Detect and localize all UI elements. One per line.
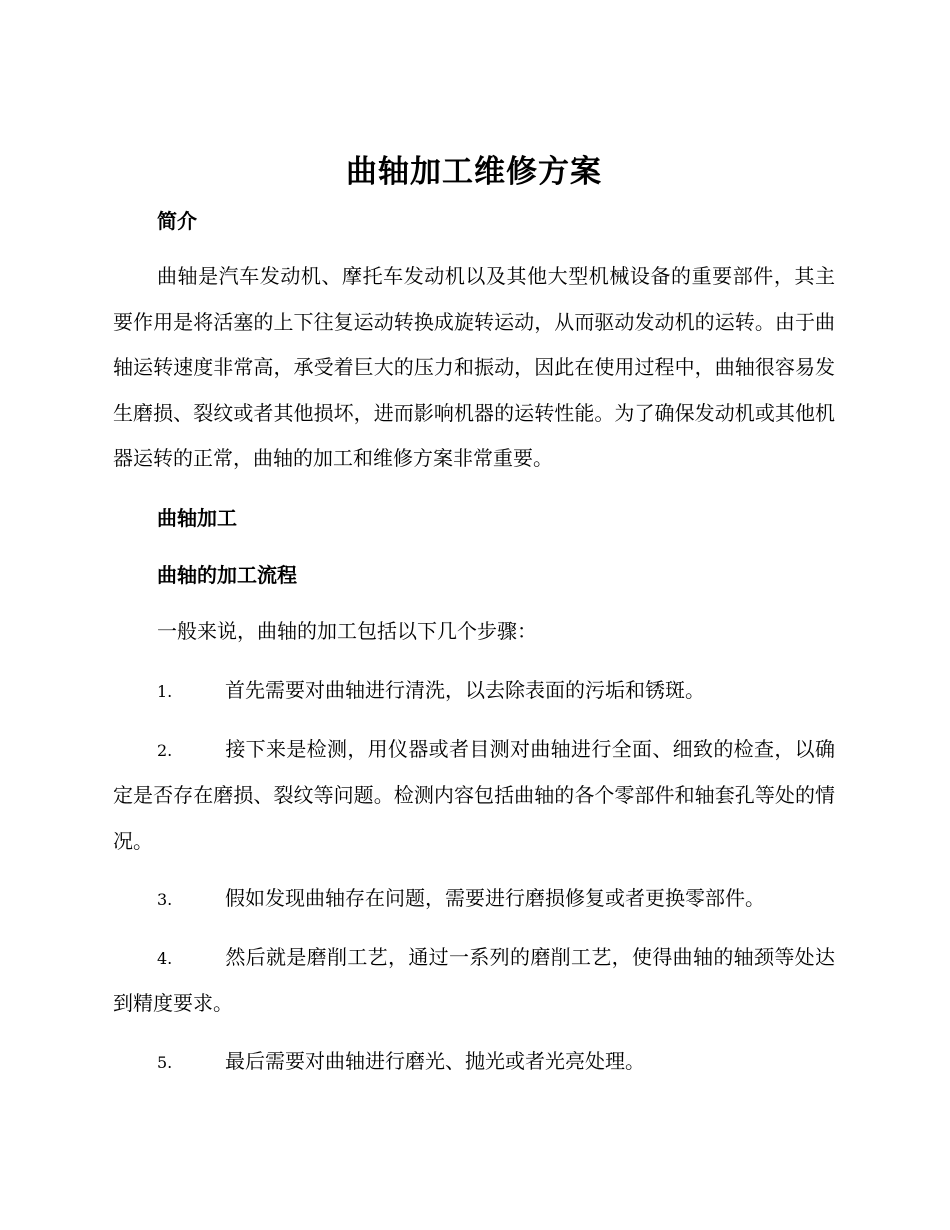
list-item-text: 假如发现曲轴存在问题，需要进行磨损修复或者更换零部件。 xyxy=(225,886,765,910)
list-item-number: 5. xyxy=(157,1052,173,1072)
list-item xyxy=(113,668,835,715)
list-item xyxy=(113,935,835,1027)
section-heading-machining: 曲轴加工 xyxy=(157,505,237,530)
list-item-number: 2. xyxy=(157,740,173,760)
section-heading-intro: 简介 xyxy=(157,209,197,233)
list-item-number: 3. xyxy=(157,890,173,909)
list-item-text: 首先需要对曲轴进行清洗，以去除表面的污垢和锈斑。 xyxy=(225,678,705,702)
list-item xyxy=(113,876,835,923)
intro-paragraph: 曲轴是汽车发动机、摩托车发动机以及其他大型机械设备的重要部件，其主要作用是将活塞的上下往复运动转换成旋转运动，从而驱动发动机的运转。由于曲轴运转速度非常高，承受着巨大的压力和振动，因此在使用过程中，曲轴很容易发生磨损、裂纹或者其他损坏，进而影响机器的运转性能。为了确保发动机或其他机器运转的正常，曲轴的加工和维修方案非常重要。 xyxy=(113,264,835,470)
section-heading-process: 曲轴的加工流程 xyxy=(157,562,297,587)
list-item-text: 最后需要对曲轴进行磨光、抛光或者光亮处理。 xyxy=(225,1048,645,1073)
list-item xyxy=(113,727,835,865)
list-item-number: 4. xyxy=(157,948,173,968)
process-intro-paragraph: 一般来说，曲轴的加工包括以下几个步骤： xyxy=(157,618,537,643)
document-title: 曲轴加工维修方案 xyxy=(346,154,602,190)
list-item-text: 接下来是检测，用仪器或者目测对曲轴进行全面、细致的检查，以确定是否存在磨损、裂纹等问题。检测内容包括曲轴的各个零部件和轴套孔等处的情况。 xyxy=(113,736,835,853)
list-item-text: 然后就是磨削工艺，通过一系列的磨削工艺，使得曲轴的轴颈等处达到精度要求。 xyxy=(113,944,835,1015)
list-item-number: 1. xyxy=(157,682,173,701)
list-item xyxy=(113,1039,835,1086)
document-body xyxy=(113,148,835,1085)
